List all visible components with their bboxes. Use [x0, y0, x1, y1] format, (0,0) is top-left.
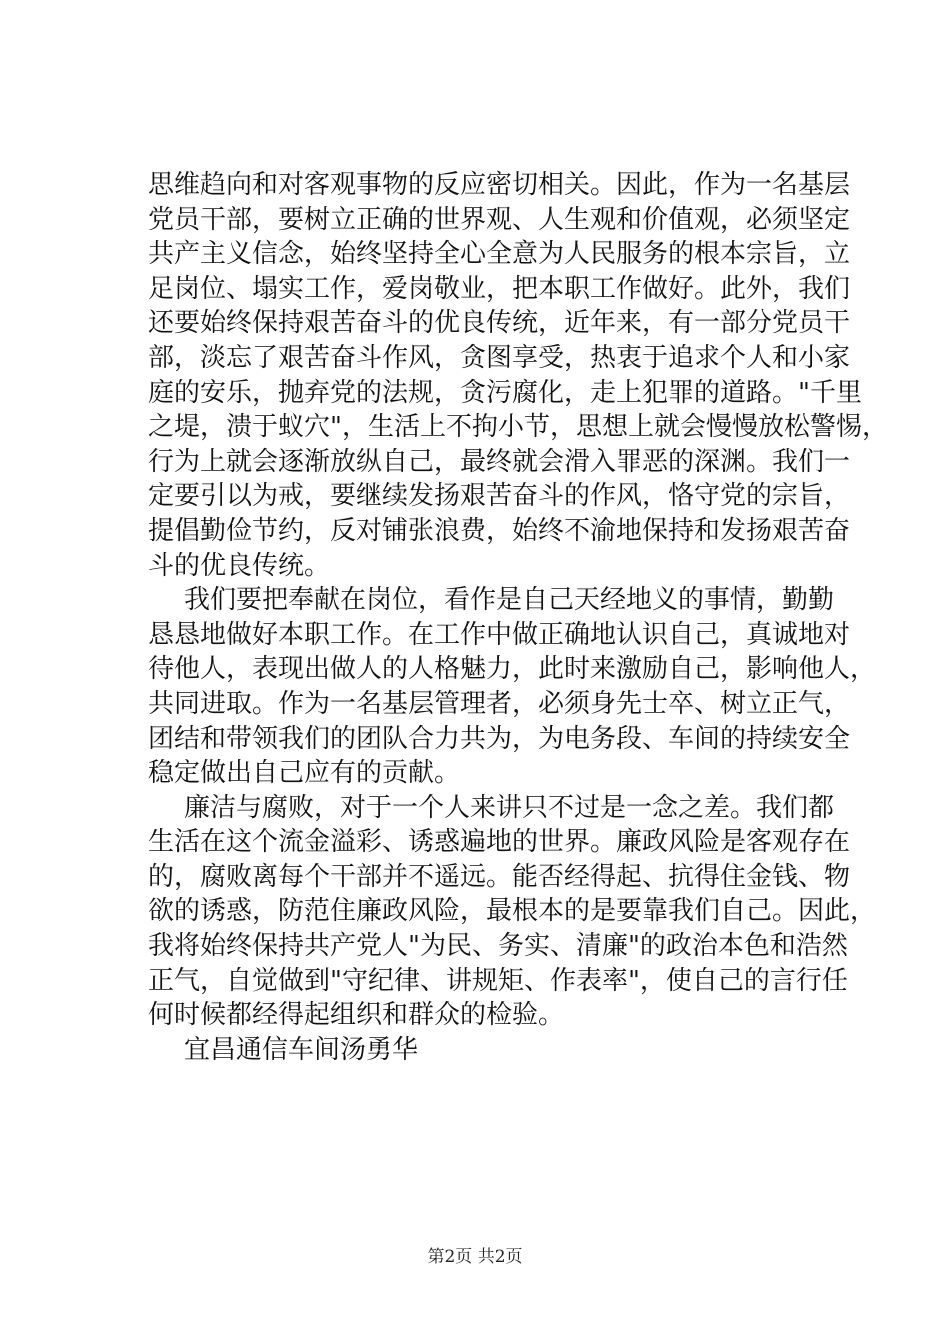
text-line: 庭的安乐，抛弃党的法规，贪污腐化，走上犯罪的道路。"千里 [148, 377, 862, 408]
text-line: 廉洁与腐败，对于一个人来讲只不过是一念之差。我们都 [184, 792, 835, 823]
text-line: 稳定做出自己应有的贡献。 [148, 758, 461, 789]
body-text [148, 168, 888, 1067]
text-line: 正气，自觉做到"守纪律、讲规矩、作表率"，使自己的言行任 [148, 965, 848, 996]
text-line: 的，腐败离每个干部并不遥远。能否经得起、抗得住金钱、物 [148, 861, 851, 892]
text-line: 恳恳地做好本职工作。在工作中做正确地认识自己，真诚地对 [148, 619, 851, 650]
text-line: 欲的诱惑，防范住廉政风险，最根本的是要靠我们自己。因此， [148, 896, 877, 927]
text-line: 思维趋向和对客观事物的反应密切相关。因此，作为一名基层 [148, 170, 851, 200]
text-line: 共产主义信念，始终坚持全心全意为人民服务的根本宗旨，立 [148, 239, 851, 270]
text-line: 部，淡忘了艰苦奋斗作风，贪图享受，热衷于追求个人和小家 [148, 342, 851, 373]
text-line: 团结和带领我们的团队合力共为，为电务段、车间的持续安全 [148, 723, 851, 754]
text-line: 何时候都经得起组织和群众的检验。 [148, 1000, 565, 1031]
text-line: 党员干部，要树立正确的世界观、人生观和价值观，必须坚定 [148, 204, 851, 235]
text-line: 我将始终保持共产党人"为民、务实、清廉"的政治本色和浩然 [148, 931, 848, 962]
text-line: 之堤，溃于蚁穴"，生活上不拘小节，思想上就会慢慢放松警惕， [148, 412, 888, 443]
text-line: 斗的优良传统。 [148, 550, 331, 581]
text-line: 提倡勤俭节约，反对铺张浪费，始终不渝地保持和发扬艰苦奋 [148, 515, 851, 546]
text-line: 生活在这个流金溢彩、诱惑遍地的世界。廉政风险是客观存在 [148, 827, 851, 858]
text-line: 足岗位、塌实工作，爱岗敬业，把本职工作做好。此外，我们 [148, 273, 851, 304]
text-line: 我们要把奉献在岗位，看作是自己天经地义的事情，勤勤 [184, 585, 835, 616]
page-footer: 第2页 共2页 [427, 1247, 523, 1267]
text-line: 还要始终保持艰苦奋斗的优良传统，近年来，有一部分党员干 [148, 308, 851, 339]
text-line: 宜昌通信车间汤勇华 [184, 1034, 419, 1065]
text-line: 行为上就会逐渐放纵自己，最终就会滑入罪恶的深渊。我们一 [148, 446, 851, 477]
text-line: 共同进取。作为一名基层管理者，必须身先士卒、树立正气， [148, 688, 851, 719]
text-line: 定要引以为戒，要继续发扬艰苦奋斗的作风，恪守党的宗旨， [148, 481, 851, 512]
text-line: 待他人，表现出做人的人格魅力，此时来激励自己，影响他人， [148, 654, 877, 685]
